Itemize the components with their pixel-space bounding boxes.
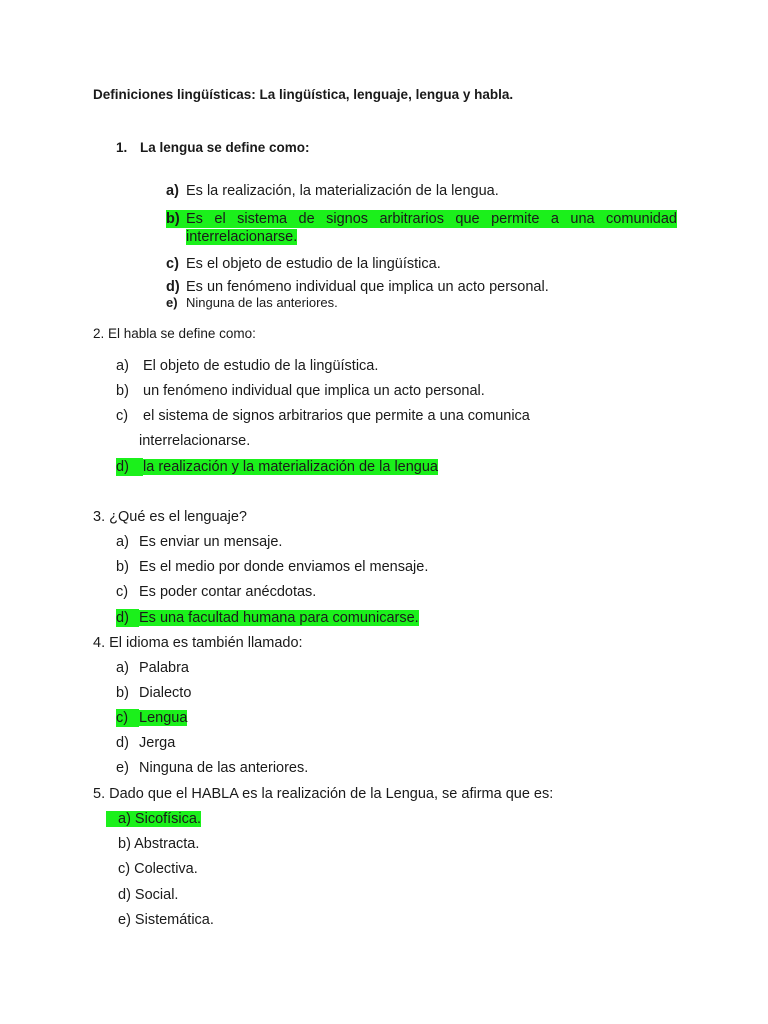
q2-option-d: d) la realización y la materialización de la lengua: [116, 459, 438, 475]
q1-option-c: c) Es el objeto de estudio de la lingüística.: [166, 256, 441, 272]
question-1-number: 1.: [116, 140, 128, 155]
question-5: 5. Dado que el HABLA es la realización de la Lengua, se afirma que es:: [93, 786, 554, 802]
q4-option-d: d) Jerga: [116, 735, 176, 751]
q4-option-c: c) Lengua: [116, 710, 188, 726]
q3-option-c: c) Es poder contar anécdotas.: [116, 584, 317, 600]
q2-option-c-continued: interrelacionarse.: [139, 433, 251, 449]
q1-option-d: d) Es un fenómeno individual que implica un acto personal.: [166, 279, 549, 295]
q3-option-a: a) Es enviar un mensaje.: [116, 534, 283, 550]
question-2: 2. El habla se define como:: [93, 326, 256, 341]
q1-option-b: b) Es el sistema de signos arbitrarios que permite a una comunidad: [166, 211, 677, 227]
q1-option-a: a) Es la realización, la materialización de la lengua.: [166, 183, 499, 199]
q2-option-b: b) un fenómeno individual que implica un acto personal.: [116, 383, 485, 399]
q4-option-b: b) Dialecto: [116, 685, 192, 701]
q1-option-b-continued: interrelacionarse.: [186, 229, 298, 245]
q5-option-c: c) Colectiva.: [118, 861, 198, 877]
q3-option-b: b) Es el medio por donde enviamos el mensaje.: [116, 559, 429, 575]
question-1-text: La lengua se define como:: [140, 140, 310, 155]
q2-option-a: a) El objeto de estudio de la lingüística.: [116, 358, 379, 374]
question-1: [116, 139, 310, 157]
q5-option-e: e) Sistemática.: [118, 912, 214, 928]
q5-option-d: d) Social.: [118, 887, 179, 903]
q3-option-d: d) Es una facultad humana para comunicarse.: [116, 610, 419, 626]
question-4: 4. El idioma es también llamado:: [93, 635, 303, 651]
q4-option-a: a) Palabra: [116, 660, 189, 676]
q5-option-a: a) Sicofísica.: [106, 810, 201, 828]
document-title: Definiciones lingüísticas: La lingüística, lenguaje, lengua y habla.: [93, 87, 514, 102]
question-3: 3. ¿Qué es el lenguaje?: [93, 509, 247, 525]
q4-option-e: e) Ninguna de las anteriores.: [116, 760, 309, 776]
q1-option-e: e) Ninguna de las anteriores.: [166, 295, 338, 310]
q2-option-c: c) el sistema de signos arbitrarios que permite a una comunica: [116, 408, 530, 424]
q5-option-b: b) Abstracta.: [118, 836, 200, 852]
